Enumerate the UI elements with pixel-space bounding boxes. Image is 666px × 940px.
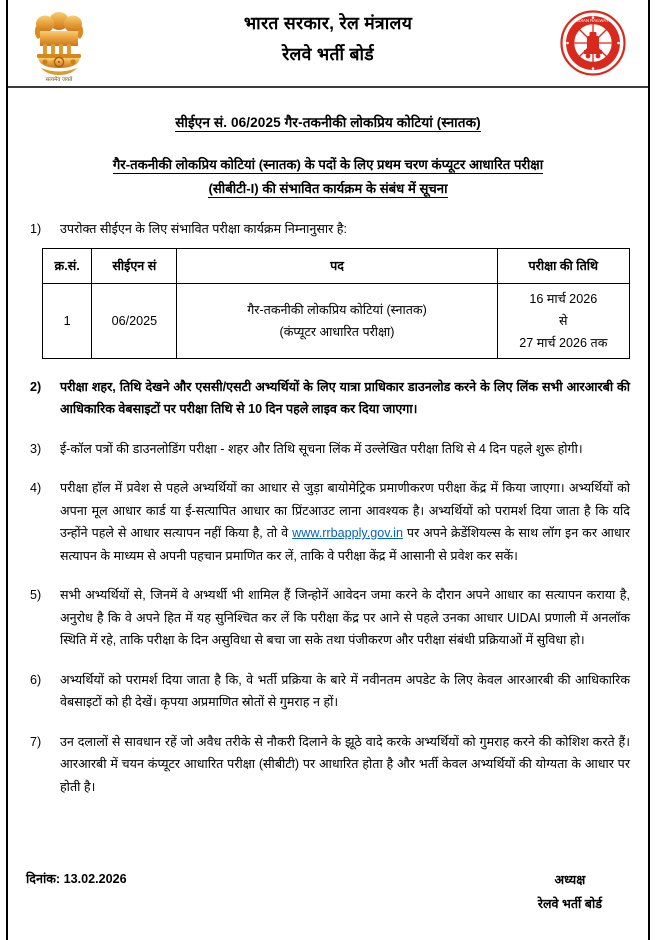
rrb-title: रेलवे भर्ती बोर्ड	[282, 44, 374, 64]
list-marker-3: 3)	[30, 441, 42, 456]
list-item-4	[26, 477, 630, 567]
issue-date-label: दिनांक:	[26, 872, 61, 886]
cell-date-separator: से	[559, 313, 568, 328]
cell-date-from: 16 मार्च 2026	[529, 291, 598, 306]
cen-title-text: सीईएन सं. 06/2025 गैर-तकनीकी लोकप्रिय कोटियां (स्नातक)	[175, 115, 481, 130]
issue-date	[26, 868, 127, 890]
table-header-exam-date: परीक्षा की तिथि	[497, 248, 629, 283]
list-marker-5: 5)	[30, 588, 42, 602]
list-marker-2: 2)	[30, 379, 42, 394]
cell-serial: 1	[43, 283, 92, 358]
list-text-6: अभ्यर्थियों को परामर्श दिया जाता है कि, वे भर्ती प्रक्रिया के बारे में नवीनतम अपडेट के लिए केवल आरआरबी की आधिकारिक वेबसाइटों को ही देखें। कृपया अप्रमाणित स्रोतों से गुमराह न हों।	[60, 672, 630, 709]
issue-date-value: 13.02.2026	[63, 872, 127, 886]
table-header-serial: क्र.सं.	[43, 248, 92, 283]
exam-schedule-table-wrapper	[42, 248, 630, 359]
list-marker-4: 4)	[30, 481, 42, 495]
emblem-motto-text: सत्यमेव जयते	[45, 77, 73, 83]
table-header-cen: सीईएन सं	[92, 248, 177, 283]
list-text-1: उपरोक्त सीईएन के लिए संभावित परीक्षा कार्यक्रम निम्नानुसार है:	[60, 222, 347, 236]
list-text-5: सभी अभ्यर्थियों से, जिनमें वे अभ्यर्थी भी शामिल हैं जिन्होनें आवेदन जमा करने के दौरान अपने आधार का सत्यापन कराया है, अनुरोध है कि वे अपने हित में यह सुनिश्चित कर लें कि परीक्षा केंद्र पर आने से पहले उनका आधार UIDAI प्रणाली में अनलॉक स्थिति में रहे, ताकि परीक्षा के दिन असुविधा से बचा जा सके तथा पंजीकरण और परीक्षा संबंधी प्रक्रियाओं में सुविधा हो।	[60, 588, 630, 647]
document-header	[8, 0, 648, 88]
list-text-2: परीक्षा शहर, तिथि देखने और एससी/एसटी अभ्यर्थियों के लिए यात्रा प्राधिकार डाउनलोड करने के लिए लिंक सभी आरआरबी की आधिकारिक वेबसाइटों पर परीक्षा तिथि से 10 दिन पहले लाइव कर दिया जाएगा।	[60, 379, 630, 416]
document-page	[6, 0, 650, 940]
cen-title	[26, 112, 630, 131]
signatory-organisation: रेलवे भर्ती बोर्ड	[537, 897, 602, 911]
cell-date-to: 27 मार्च 2026 तक	[519, 335, 608, 350]
table-header-post: पद	[177, 248, 497, 283]
notice-points-list	[26, 218, 630, 798]
list-item-2	[26, 376, 630, 421]
subject-line-2: (सीबीटी-I) की संभावित कार्यक्रम के संबंध में सूचना	[208, 181, 448, 196]
list-item-5	[26, 584, 630, 652]
list-item-1	[26, 218, 630, 241]
list-item-3	[26, 438, 630, 461]
national-emblem-icon	[22, 4, 96, 84]
subject-line-1: गैर-तकनीकी लोकप्रिय कोटियां (स्नातक) के पदों के लिए प्रथम चरण कंप्यूटर आधारित परीक्षा	[112, 157, 544, 172]
table-row	[43, 283, 630, 358]
table-header-row	[43, 248, 630, 283]
govt-ministry-title: भारत सरकार, रेल मंत्रालय	[243, 13, 413, 33]
cell-post-line-2: (कंप्यूटर आधारित परीक्षा)	[279, 324, 395, 339]
exam-schedule-table	[42, 248, 630, 359]
list-text-3: ई-कॉल पत्रों की डाउनलोडिंग परीक्षा - शहर और तिथि सूचना लिंक में उल्लेखित परीक्षा तिथि से 4 दिन पहले शुरू होगी।	[60, 441, 583, 456]
list-text-7: उन दलालों से सावधान रहें जो अवैध तरीके से नौकरी दिलाने के झूठे वादे करके अभ्यर्थियों को गुमराह करने की कोशिश करते हैं। आरआरबी में चयन कंप्यूटर आधारित परीक्षा (सीबीटी) पर आधारित होता है और भर्ती केवल अभ्यर्थियों की योग्यता के आधार पर होती है।	[60, 734, 630, 794]
list-marker-7: 7)	[30, 734, 42, 749]
list-text-4-before-link: परीक्षा हॉल में प्रवेश से पहले अभ्यर्थियों का आधार से जुड़ा बायोमेट्रिक प्रमाणीकरण परीक्षा केंद्र में किया जाएगा। अभ्यर्थियों को अपना मूल आधार कार्ड या ई-सत्यापित आधार का प्रिंटआउट लाना आवश्यक है। अभ्यर्थियों को परामर्श दिया जाता है कि यदि उन्होंने पहले से आधार सत्यापन नहीं किया है, तो वे	[60, 481, 630, 540]
list-item-7	[26, 731, 630, 799]
cell-post-line-1: गैर-तकनीकी लोकप्रिय कोटियां (स्नातक)	[247, 302, 427, 317]
rrbapply-website-link[interactable]: www.rrbapply.gov.in	[292, 526, 403, 540]
list-text-4-after-link: पर अपने क्रेडेंशियल्स के साथ लॉग इन कर आधार सत्यापन के माध्यम से अपनी पहचान प्रमाणित कर लें, ताकि वे परीक्षा केंद्र में आसानी से प्रवेश कर सकें।	[60, 526, 630, 563]
cell-cen-number: 06/2025	[92, 283, 177, 358]
list-marker-1: 1)	[30, 222, 42, 236]
header-title-block	[118, 8, 538, 70]
signatory-block	[538, 868, 602, 916]
cell-exam-date	[497, 283, 629, 358]
indian-railways-logo-icon	[560, 10, 626, 76]
signatory-designation: अध्यक्ष	[554, 873, 586, 887]
list-marker-6: 6)	[30, 672, 42, 687]
list-item-6	[26, 669, 630, 714]
document-body	[8, 112, 648, 798]
railways-logo-text-en: INDIAN RAILWAYS	[574, 18, 612, 23]
cell-post	[177, 283, 497, 358]
subject-block	[26, 153, 630, 201]
